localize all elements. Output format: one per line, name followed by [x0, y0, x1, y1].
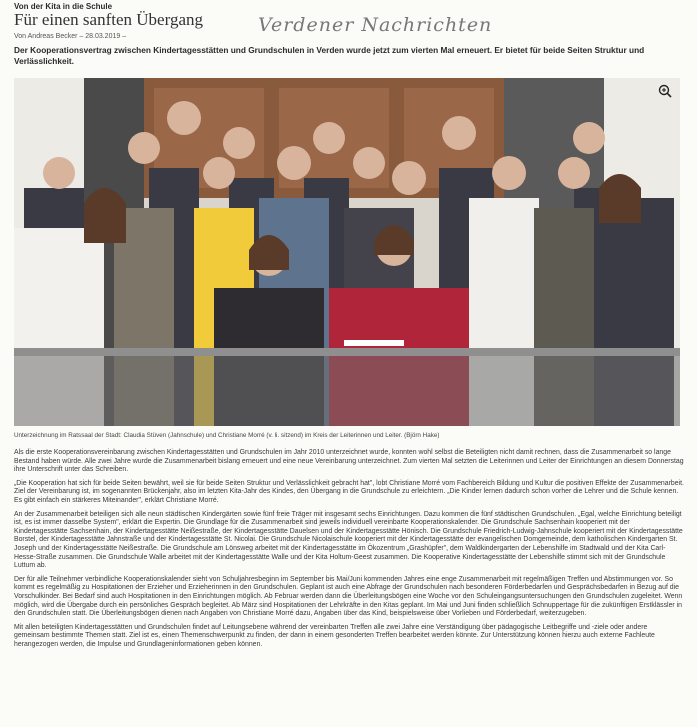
magnifier-plus-icon[interactable]: [658, 84, 672, 98]
handwritten-source-note: Verdener Nachrichten: [258, 14, 493, 36]
lead-paragraph: Der Kooperationsvertrag zwischen Kindertagesstätten und Grundschulen in Verden wurde jetzt zum vierten Mal erneuert. Er bietet für beide Seiten Struktur und Verlässlichkeit.: [14, 45, 645, 66]
article-body: [14, 449, 684, 654]
byline: Von Andreas Becker – 28.03.2019 –: [14, 33, 127, 40]
body-paragraph: Mit allen beteiligten Kindertagesstätten und Grundschulen findet auf Leitungsebene während der vereinbarten Treffen alle zwei Jahre eine Verständigung über pädagogische Leitbegriffe und -ziele oder andere gemeinsam bestimmte Themen statt. Ziel ist es, einen Themenschwerpunkt zu finden, der dann in einem gesonderten Treffen bearbeitet werden könnte. Zur Unterstützung können hierzu auch externe Fachleute herangezogen werden, die Impulse und Grundlageninformationen geben können.: [14, 623, 655, 648]
article-headline: Für einen sanften Übergang: [14, 10, 203, 29]
body-paragraph: Der für alle Teilnehmer verbindliche Kooperationskalender sieht von Schuljahresbeginn im September bis Mai/Juni kommenden Jahres eine enge Zusammenarbeit mit regelmäßigen Treffen und Abstimmungen vor. So kommt es regelmäßig zu Hospitationen der Erzieher und Erzieherinnen in den Grundschulen. Geplant ist auch eine Abfrage der Grundschulen nach besonderen Förderbedarfen und Gesprächsbedarfen in Bezug auf die Vorschulkinder. Bei Bedarf sind auch Hospitationen in den Einrichtungen möglich. Ab Februar werden dann die Überleitungsbögen eine Woche vor den Schuleingangsuntersuchungen den Grundschulen zugeleitet. Wenn möglich, wird die Übergabe durch ein persönliches Gespräch begleitet. Ab März sind Hospitationen der Lehrkräfte in den Kitas geplant. Im Mai und Juni finden schließlich Schnuppertage für die zukünftigen Erstklässler in den Grundschulen statt. Die Überleitungsbögen dienen nach Angaben von Christiane Morré dazu, Angaben über das Kind, beispielsweise über Vorlieben und Förderbedarf, weiterzugeben.: [14, 575, 683, 618]
body-paragraph: An der Zusammenarbeit beteiligen sich alle neun städtischen Kindergärten sowie fünf freie Träger mit insgesamt sechs Einrichtungen. Dazu kommen die fünf städtischen Grundschulen. „Egal, welche Einrichtung beteiligt ist, es ist immer dasselbe System", erklärt die Expertin. Die Grundlage für die Zusammenarbeit sind jeweils individuell vereinbarte Kooperationskalender. Die Grundschule Sachsenhain kooperiert mit der Kindertagesstätte Sachsenhain, der Kindertagesstätte Neißestraße, der Kindertagesstätte Dauelsen und der Kindertagesstätte Hönisch. Die Grundschule Friedrich-Ludwig-Jahnschule kooperiert mit der Kindertagesstätte Borstel, der Kindertagesstätte Jahnstraße und der Kindertagesstätte St. Nicolai. Die Grundschule Nicolaischule kooperiert mit der Kindertagesstätte der evangelischen Domgemeinde, dem katholischen Kindergarten St. Joseph und der Kindertagesstätte Neißestraße. Die Grundschule am Lönsweg arbeitet mit der Kindertagesstätte im Ökozentrum „Grashüpfer", dem Waldkindergarten der Lebenshilfe im Stadtwald und der Kita Carl-Hesse-Straße zusammen. Die Grundschule Walle arbeitet mit der Kindertagesstätte Walle und der Kita Holtum-Geest zusammen. Die Kooperative Kindertagesstätte der Lebenshilfe stimmt sich mit der Grundschule Luttum ab.: [14, 510, 683, 570]
body-paragraph: Als die erste Kooperationsvereinbarung zwischen Kindertagesstätten und Grundschulen im Jahr 2010 unterzeichnet wurde, konnten wohl selbst die Beteiligten nicht damit rechnen, dass die Zusammenarbeit so lange Bestand haben würde. Alle zwei Jahre wurde die Zusammenarbeit bislang erneuert und eine neue Vereinbarung unterzeichnet. Zum vierten Mal setzten die Leiterinnen und Leiter der Einrichtungen an diesem Donnerstag ihre Unterschrift unter das Schreiben.: [14, 449, 684, 474]
body-paragraph: „Die Kooperation hat sich für beide Seiten bewährt, weil sie für beide Seiten Struktur und Verlässlichkeit gebracht hat", lobt Christiane Morré vom Fachbereich Bildung und Kultur die positiven Effekte der Zusammenarbeit. Ziel der Vereinbarung ist, im sogenannten Brückenjahr, also im letzten Kita-Jahr des Kindes, den Übergang in die Grundschule zu erleichtern. „Die Kinder lernen dadurch schon vorher die Lehrer und die Schule kennen. Es gibt einfach ein stärkeres Miteinander", erklärt Christiane Morré.: [14, 479, 684, 504]
article-photo[interactable]: [14, 78, 680, 426]
photo-caption: Unterzeichnung im Ratssaal der Stadt: Claudia Stüven (Jahnschule) und Christiane Morré (v. li. sitzend) im Kreis der Leiterinnen und Leiter. (Björn Hake): [14, 432, 440, 439]
group-photo-illustration: [14, 78, 680, 426]
section-kicker: Von der Kita in die Schule: [14, 2, 113, 11]
